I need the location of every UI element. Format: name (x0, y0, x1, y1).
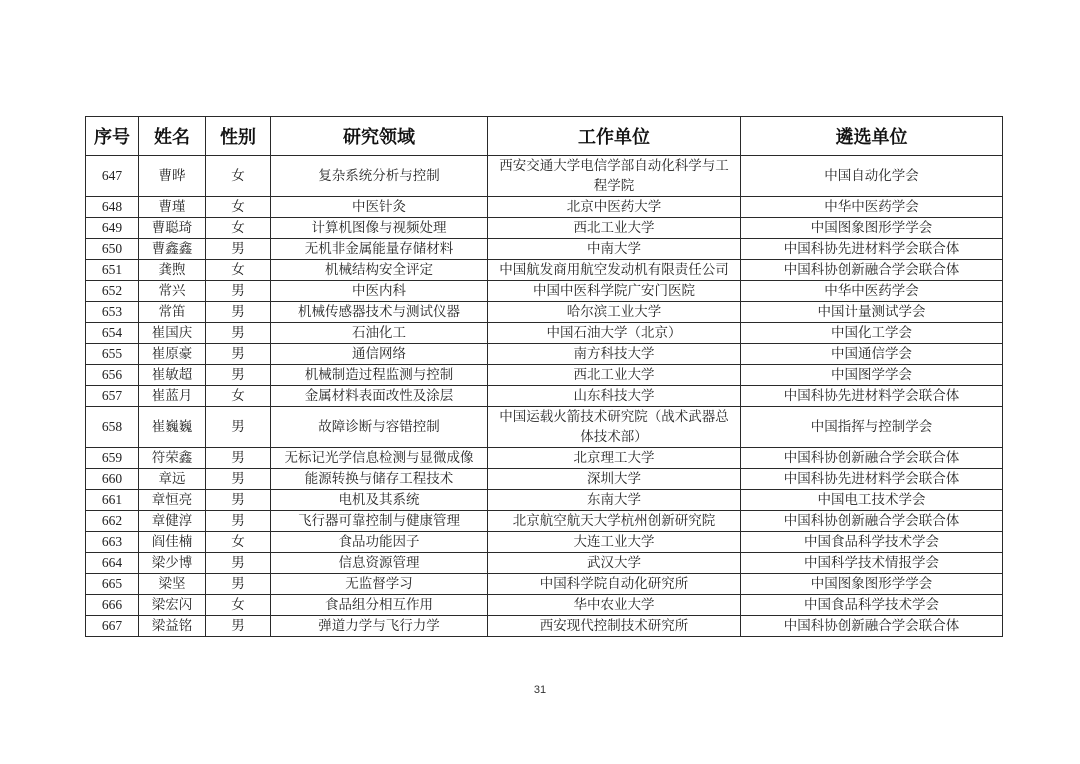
cell-serial: 650 (86, 239, 139, 260)
cell-selection-unit: 中国图学学会 (741, 365, 1003, 386)
cell-name: 梁坚 (139, 574, 206, 595)
cell-work-unit: 西安交通大学电信学部自动化科学与工程学院 (488, 156, 741, 197)
cell-selection-unit: 中国科学技术情报学会 (741, 553, 1003, 574)
cell-gender: 女 (206, 386, 271, 407)
cell-gender: 男 (206, 511, 271, 532)
cell-serial: 652 (86, 281, 139, 302)
cell-selection-unit: 中国科协创新融合学会联合体 (741, 616, 1003, 637)
table-row (86, 574, 1003, 595)
cell-work-unit: 中国石油大学（北京） (488, 323, 741, 344)
cell-research-field: 飞行器可靠控制与健康管理 (271, 511, 488, 532)
table-row (86, 156, 1003, 197)
cell-research-field: 通信网络 (271, 344, 488, 365)
cell-work-unit: 华中农业大学 (488, 595, 741, 616)
cell-work-unit: 中南大学 (488, 239, 741, 260)
cell-selection-unit: 中国科协先进材料学会联合体 (741, 239, 1003, 260)
cell-work-unit: 大连工业大学 (488, 532, 741, 553)
cell-work-unit: 中国中医科学院广安门医院 (488, 281, 741, 302)
page-number: 31 (533, 684, 547, 696)
cell-name: 崔敏超 (139, 365, 206, 386)
cell-gender: 男 (206, 302, 271, 323)
cell-name: 曹瑾 (139, 197, 206, 218)
table-row (86, 386, 1003, 407)
cell-name: 章恒亮 (139, 490, 206, 511)
header-work-unit: 工作单位 (488, 117, 741, 156)
table-row (86, 616, 1003, 637)
cell-gender: 女 (206, 595, 271, 616)
table-row (86, 239, 1003, 260)
cell-gender: 男 (206, 469, 271, 490)
table-row (86, 490, 1003, 511)
cell-name: 梁益铭 (139, 616, 206, 637)
cell-serial: 648 (86, 197, 139, 218)
cell-name: 常笛 (139, 302, 206, 323)
cell-research-field: 电机及其系统 (271, 490, 488, 511)
table-row (86, 365, 1003, 386)
cell-name: 崔国庆 (139, 323, 206, 344)
cell-research-field: 金属材料表面改性及涂层 (271, 386, 488, 407)
cell-name: 龚煦 (139, 260, 206, 281)
header-selection-unit: 遴选单位 (741, 117, 1003, 156)
header-gender: 性别 (206, 117, 271, 156)
cell-selection-unit: 中国指挥与控制学会 (741, 407, 1003, 448)
table-row (86, 218, 1003, 239)
table-row (86, 511, 1003, 532)
cell-serial: 651 (86, 260, 139, 281)
cell-serial: 665 (86, 574, 139, 595)
cell-work-unit: 中国科学院自动化研究所 (488, 574, 741, 595)
cell-gender: 男 (206, 365, 271, 386)
cell-serial: 666 (86, 595, 139, 616)
cell-work-unit: 北京理工大学 (488, 448, 741, 469)
cell-selection-unit: 中国图象图形学学会 (741, 574, 1003, 595)
cell-research-field: 石油化工 (271, 323, 488, 344)
cell-selection-unit: 中国化工学会 (741, 323, 1003, 344)
cell-selection-unit: 中国通信学会 (741, 344, 1003, 365)
cell-gender: 女 (206, 156, 271, 197)
cell-research-field: 能源转换与储存工程技术 (271, 469, 488, 490)
cell-name: 曹晔 (139, 156, 206, 197)
cell-serial: 661 (86, 490, 139, 511)
cell-serial: 655 (86, 344, 139, 365)
cell-gender: 女 (206, 197, 271, 218)
cell-gender: 女 (206, 218, 271, 239)
cell-name: 常兴 (139, 281, 206, 302)
cell-gender: 男 (206, 448, 271, 469)
cell-work-unit: 深圳大学 (488, 469, 741, 490)
cell-serial: 649 (86, 218, 139, 239)
table-body (86, 156, 1003, 637)
header-name: 姓名 (139, 117, 206, 156)
cell-name: 崔蓝月 (139, 386, 206, 407)
table-row (86, 469, 1003, 490)
table-row (86, 595, 1003, 616)
cell-research-field: 无标记光学信息检测与显微成像 (271, 448, 488, 469)
cell-gender: 女 (206, 260, 271, 281)
cell-research-field: 中医内科 (271, 281, 488, 302)
table-row (86, 448, 1003, 469)
cell-research-field: 食品组分相互作用 (271, 595, 488, 616)
cell-work-unit: 北京中医药大学 (488, 197, 741, 218)
cell-serial: 658 (86, 407, 139, 448)
cell-name: 崔巍巍 (139, 407, 206, 448)
cell-serial: 647 (86, 156, 139, 197)
cell-research-field: 无机非金属能量存储材料 (271, 239, 488, 260)
cell-name: 符荣鑫 (139, 448, 206, 469)
cell-research-field: 机械结构安全评定 (271, 260, 488, 281)
cell-work-unit: 北京航空航天大学杭州创新研究院 (488, 511, 741, 532)
cell-work-unit: 中国运载火箭技术研究院（战术武器总体技术部） (488, 407, 741, 448)
table-row (86, 553, 1003, 574)
cell-serial: 656 (86, 365, 139, 386)
cell-research-field: 无监督学习 (271, 574, 488, 595)
cell-research-field: 食品功能因子 (271, 532, 488, 553)
cell-gender: 女 (206, 532, 271, 553)
member-table (85, 116, 1003, 637)
cell-work-unit: 武汉大学 (488, 553, 741, 574)
cell-work-unit: 南方科技大学 (488, 344, 741, 365)
cell-research-field: 故障诊断与容错控制 (271, 407, 488, 448)
cell-research-field: 弹道力学与飞行力学 (271, 616, 488, 637)
cell-work-unit: 哈尔滨工业大学 (488, 302, 741, 323)
table-row (86, 344, 1003, 365)
cell-gender: 男 (206, 553, 271, 574)
cell-selection-unit: 中国电工技术学会 (741, 490, 1003, 511)
cell-name: 梁少博 (139, 553, 206, 574)
cell-serial: 657 (86, 386, 139, 407)
cell-selection-unit: 中国科协创新融合学会联合体 (741, 448, 1003, 469)
cell-selection-unit: 中国计量测试学会 (741, 302, 1003, 323)
cell-research-field: 机械传感器技术与测试仪器 (271, 302, 488, 323)
cell-gender: 男 (206, 281, 271, 302)
cell-work-unit: 西北工业大学 (488, 218, 741, 239)
cell-serial: 660 (86, 469, 139, 490)
cell-selection-unit: 中国食品科学技术学会 (741, 532, 1003, 553)
cell-research-field: 信息资源管理 (271, 553, 488, 574)
cell-gender: 男 (206, 323, 271, 344)
cell-name: 曹聪琦 (139, 218, 206, 239)
cell-name: 章健淳 (139, 511, 206, 532)
cell-serial: 662 (86, 511, 139, 532)
cell-name: 梁宏闪 (139, 595, 206, 616)
cell-research-field: 中医针灸 (271, 197, 488, 218)
cell-work-unit: 西北工业大学 (488, 365, 741, 386)
cell-selection-unit: 中国科协先进材料学会联合体 (741, 469, 1003, 490)
table-header-row (86, 117, 1003, 156)
cell-selection-unit: 中国科协创新融合学会联合体 (741, 511, 1003, 532)
cell-work-unit: 东南大学 (488, 490, 741, 511)
cell-serial: 653 (86, 302, 139, 323)
cell-selection-unit: 中国科协先进材料学会联合体 (741, 386, 1003, 407)
table-row (86, 302, 1003, 323)
cell-gender: 男 (206, 616, 271, 637)
cell-gender: 男 (206, 239, 271, 260)
cell-research-field: 复杂系统分析与控制 (271, 156, 488, 197)
cell-serial: 659 (86, 448, 139, 469)
cell-work-unit: 西安现代控制技术研究所 (488, 616, 741, 637)
cell-gender: 男 (206, 574, 271, 595)
table-row (86, 407, 1003, 448)
table-row (86, 323, 1003, 344)
cell-selection-unit: 中国科协创新融合学会联合体 (741, 260, 1003, 281)
cell-serial: 663 (86, 532, 139, 553)
table-row (86, 197, 1003, 218)
cell-name: 崔原豪 (139, 344, 206, 365)
cell-work-unit: 山东科技大学 (488, 386, 741, 407)
cell-serial: 664 (86, 553, 139, 574)
header-research-field: 研究领域 (271, 117, 488, 156)
cell-serial: 654 (86, 323, 139, 344)
cell-selection-unit: 中国图象图形学学会 (741, 218, 1003, 239)
cell-serial: 667 (86, 616, 139, 637)
cell-gender: 男 (206, 490, 271, 511)
cell-selection-unit: 中国食品科学技术学会 (741, 595, 1003, 616)
cell-gender: 男 (206, 344, 271, 365)
cell-name: 曹鑫鑫 (139, 239, 206, 260)
cell-selection-unit: 中国自动化学会 (741, 156, 1003, 197)
cell-gender: 男 (206, 407, 271, 448)
cell-selection-unit: 中华中医药学会 (741, 281, 1003, 302)
cell-selection-unit: 中华中医药学会 (741, 197, 1003, 218)
cell-research-field: 计算机图像与视频处理 (271, 218, 488, 239)
table-row (86, 260, 1003, 281)
cell-work-unit: 中国航发商用航空发动机有限责任公司 (488, 260, 741, 281)
cell-name: 阎佳楠 (139, 532, 206, 553)
cell-research-field: 机械制造过程监测与控制 (271, 365, 488, 386)
table-row (86, 532, 1003, 553)
cell-name: 章远 (139, 469, 206, 490)
table-row (86, 281, 1003, 302)
header-serial: 序号 (86, 117, 139, 156)
